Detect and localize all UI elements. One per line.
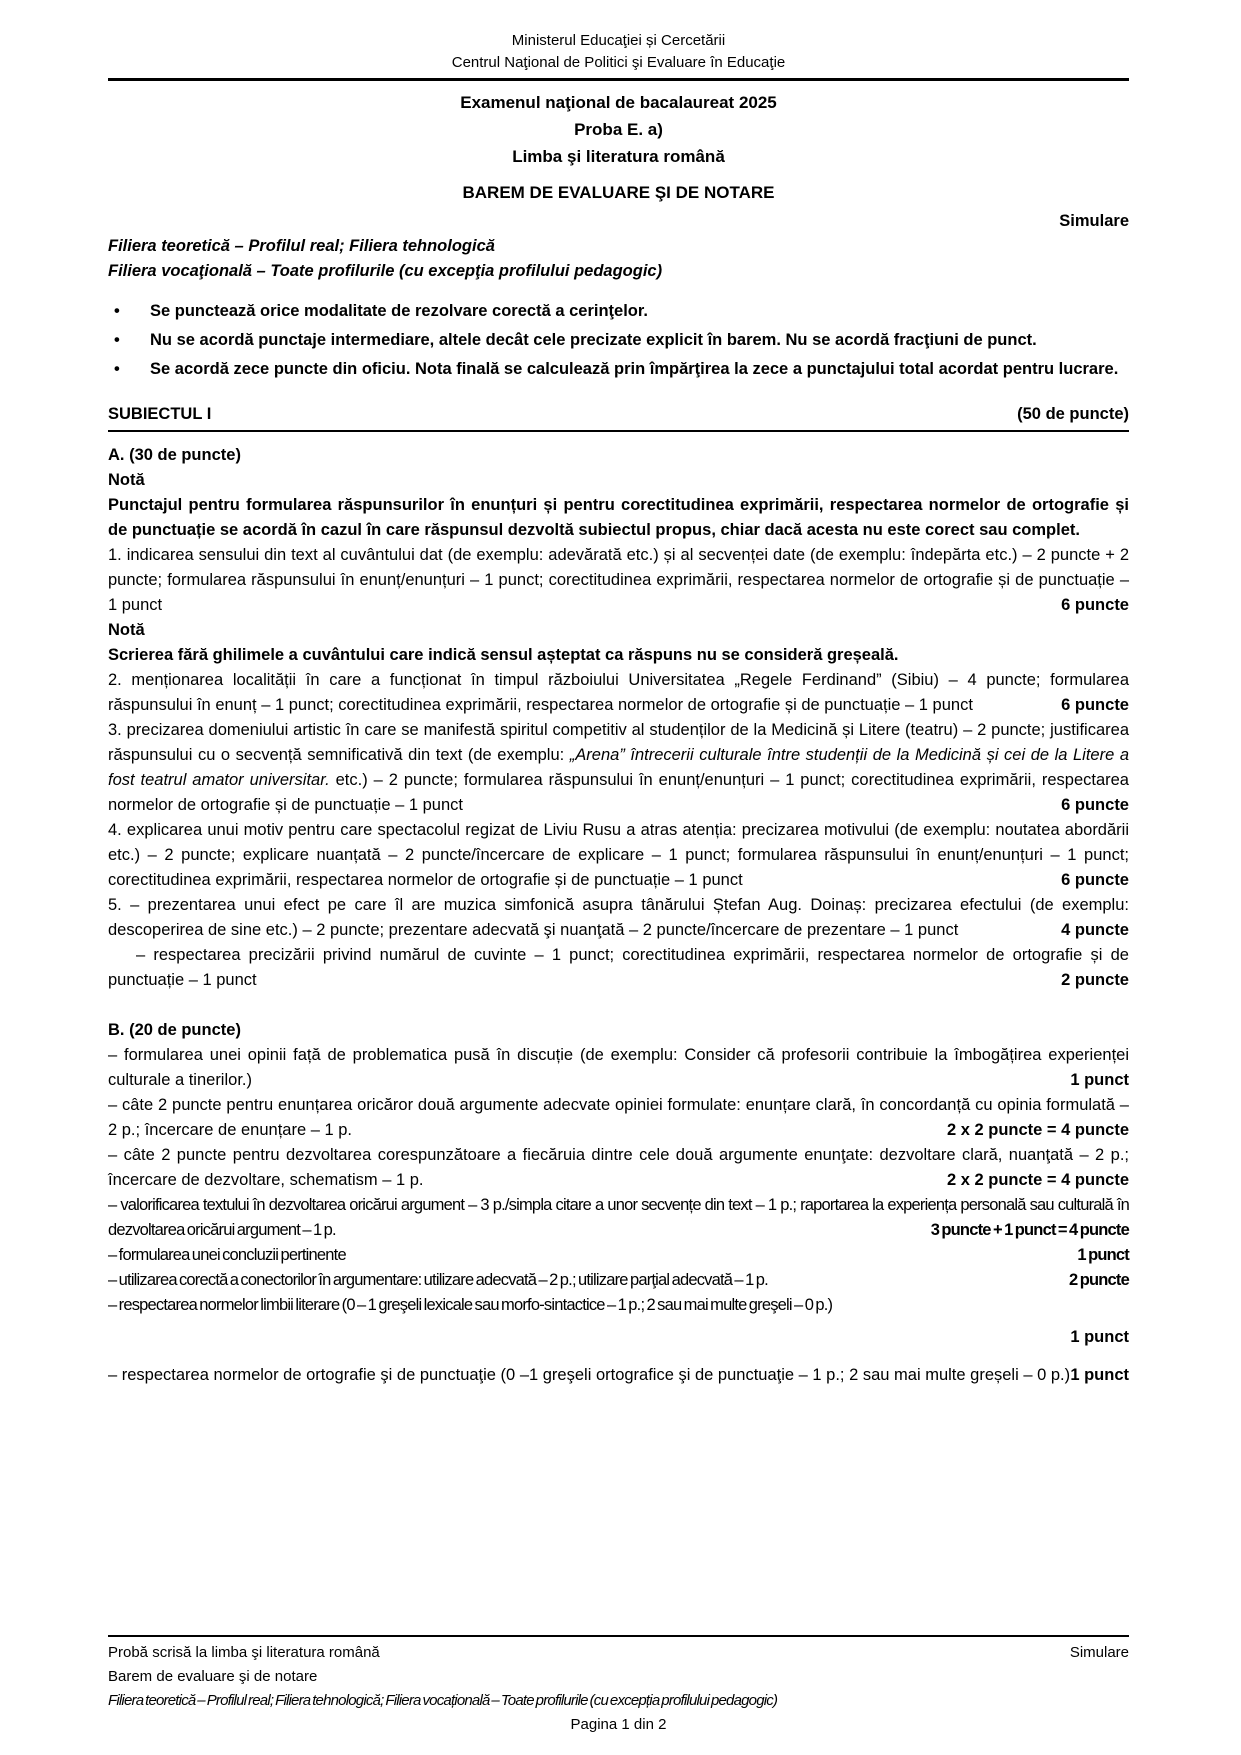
exam-title: Examenul naţional de bacalaureat 2025 <box>460 93 777 112</box>
item-text-quote: „Arena” întrecerii culturale între studenții de la Medicină și cei de la Litere a fost teatrul amator universitar. <box>108 746 1129 789</box>
sectionB-item-7 <box>108 1293 1129 1318</box>
item-text: – utilizarea corectă a conectorilor în argumentare: utilizare adecvată – 2 p.; utilizare parţial adecvată – 1 p. <box>108 1271 768 1289</box>
item-score: 1 punct <box>1077 1243 1129 1268</box>
doc-header <box>108 30 1129 284</box>
footer-filiera-line: Filiera teoretică – Profilul real; Filiera tehnologică; Filiera vocațională – Toate profilurile (cu excepția profilului pedagogic) <box>108 1692 778 1709</box>
item-text: 3. precizarea domeniului artistic în care se manifestă spiritul competitiv al studenților de la Medicină și Litere (teatru) – 2 puncte; justificarea răspunsului cu o secvență semnificativă din text (de exemplu: <box>108 721 1129 764</box>
sectionB-item-4 <box>108 1193 1129 1243</box>
filiera-line-1: Filiera teoretică – Profilul real; Filiera tehnologică <box>108 237 495 255</box>
item-score: 6 puncte <box>1061 793 1129 818</box>
item-text: – respectarea precizării privind numărul de cuvinte – 1 punct; corectitudinea exprimării, respectarea normelor de ortografie și de punctuație – 1 punct <box>108 946 1129 989</box>
footer-row-1 <box>108 1641 1129 1665</box>
item-score: 1 punct <box>1070 1068 1129 1093</box>
sectionB-item-3 <box>108 1143 1129 1193</box>
page-number: Pagina 1 din 2 <box>570 1716 667 1733</box>
item-score: 6 puncte <box>1061 693 1129 718</box>
filiera-line-2: Filiera vocaţională – Toate profilurile (cu excepţia profilului pedagogic) <box>108 262 663 280</box>
sectionB-item-7-score: 1 punct <box>1070 1328 1129 1346</box>
barem-title: BAREM DE EVALUARE ŞI DE NOTARE <box>462 183 775 202</box>
item-score: 2 x 2 puncte = 4 puncte <box>947 1118 1129 1143</box>
item-score: 3 puncte + 1 punct = 4 puncte <box>931 1218 1129 1243</box>
item-score: 1 punct <box>1070 1363 1129 1388</box>
subject1-title: SUBIECTUL I <box>108 405 212 423</box>
item-text: – câte 2 puncte pentru dezvoltarea corespunzătoare a fiecăruia dintre cele două argumente enunţate: dezvoltare clară, nuanţată – 2 p.; încercare de dezvoltare, schematism – 1 p. <box>108 1146 1129 1189</box>
item-score: 4 puncte <box>1061 918 1129 943</box>
item-score: 2 puncte <box>1033 968 1129 993</box>
sectionA-title: A. (30 de puncte) <box>108 446 241 464</box>
bullet-icon: • <box>114 331 120 349</box>
list-item <box>108 297 1129 326</box>
sectionA-item-2 <box>108 668 1129 718</box>
sectionA-note1-text: Punctajul pentru formularea răspunsurilor în enunțuri și pentru corectitudinea exprimării, respectarea normelor de ortografie și de punctuație se acordă în cazul în care răspunsul dezvoltă subiectul propus, chiar dacă acesta nu este corect sau complet. <box>108 496 1129 539</box>
item-text: 4. explicarea unui motiv pentru care spectacolul regizat de Liviu Rusu a atras atenția: precizarea motivului (de exemplu: noutatea abordării etc.) – 2 puncte; explicare nuanțată – 2 puncte/încercare de explicare – 1 punct; formularea răspunsului în enunț/enunțuri – 1 punct; corectitudinea exprimării, respectarea normelor de ortografie și de punctuație – 1 punct <box>108 821 1129 889</box>
rule-text: Nu se acordă punctaje intermediare, altele decât cele precizate explicit în barem. Nu se acordă fracţiuni de punct. <box>150 331 1037 349</box>
general-rules-list <box>108 297 1129 384</box>
item-text: – respectarea normelor limbii literare (0 – 1 greşeli lexicale sau morfo-sintactice – 1 p.; 2 sau mai multe greşeli – 0 p.) <box>108 1296 833 1314</box>
bullet-icon: • <box>114 302 120 320</box>
ministry-line-2: Centrul Naţional de Politici şi Evaluare în Educaţie <box>451 54 786 71</box>
item-score: 2 x 2 puncte = 4 puncte <box>947 1168 1129 1193</box>
proba-line: Proba E. a) <box>574 120 663 139</box>
item-score: 2 puncte <box>1069 1268 1129 1293</box>
session-label: Simulare <box>1059 212 1129 230</box>
subject1-header-row <box>108 402 1129 432</box>
sectionB-title: B. (20 de puncte) <box>108 1021 241 1039</box>
footer-proba-label: Probă scrisă la limba şi literatura română <box>108 1644 380 1661</box>
sectionA-item-3 <box>108 718 1129 818</box>
doc-footer <box>108 1635 1129 1737</box>
list-item <box>108 326 1129 355</box>
rule-text: Se punctează orice modalitate de rezolvare corectă a cerinţelor. <box>150 302 648 320</box>
subject1-points: (50 de puncte) <box>1017 405 1129 423</box>
sectionA-item-4 <box>108 818 1129 893</box>
item-text: 1. indicarea sensului din text al cuvântului dat (de exemplu: adevărată etc.) și al secvenței date (de exemplu: îndepărta etc.) – 2 puncte + 2 puncte; formularea răspunsului în enunț/enunțuri – 1 punct; corectitudinea exprimării, respectarea normelor de ortografie și de punctuație – 1 punct <box>108 546 1129 614</box>
sectionA-item-5b <box>108 943 1129 993</box>
item-text: 2. menționarea localității în care a funcționat în timpul războiului Universitatea „Regele Ferdinand” (Sibiu) – 4 puncte; formularea răspunsului în enunț – 1 punct; corectitudinea exprimării, respectarea normelor de ortografie și de punctuație – 1 punct <box>108 671 1129 714</box>
sectionA-note2-label: Notă <box>108 621 145 639</box>
discipline-line: Limba şi literatura română <box>512 147 725 166</box>
sectionA-note2-text: Scrierea fără ghilimele a cuvântului care indică sensul așteptat ca răspuns nu se consideră greșeală. <box>108 646 899 664</box>
item-text: – valorificarea textului în dezvoltarea oricărui argument – 3 p./simpla citare a unor secvențe din text – 1 p.; raportarea la experiența personală sau culturală în dezvoltarea oricărui argument – 1 p. <box>108 1196 1129 1239</box>
sectionB-item-8 <box>108 1363 1129 1388</box>
sectionA-note1-label: Notă <box>108 471 145 489</box>
item-text: 5. – prezentarea unui efect pe care îl are muzica simfonică asupra tânărului Ștefan Aug. Doinaș: precizarea efectului (de exemplu: descoperirea de sine etc.) – 2 puncte; prezentare adecvată şi nuanţată – 2 puncte/încercare de prezentare – 1 punct <box>108 896 1129 939</box>
sectionB-item-2 <box>108 1093 1129 1143</box>
item-text: – câte 2 puncte pentru enunțarea oricăror două argumente adecvate opiniei formulate: enunțare clară, în concordanță cu opinia formulată – 2 p.; încercare de enunțare – 1 p. <box>108 1096 1129 1139</box>
sectionB-item-1 <box>108 1043 1129 1093</box>
footer-barem-label: Barem de evaluare şi de notare <box>108 1668 318 1685</box>
item-text: etc.) – 2 puncte; formularea răspunsului în enunț/enunțuri – 1 punct; corectitudinea exprimării, respectarea normelor de ortografie și de punctuație – 1 punct <box>108 771 1129 814</box>
bullet-icon: • <box>114 360 120 378</box>
ministry-line-1: Ministerul Educaţiei și Cercetării <box>511 32 726 49</box>
item-text: – formularea unei concluzii pertinente <box>108 1246 346 1264</box>
list-item <box>108 355 1129 384</box>
header-divider <box>108 78 1129 81</box>
item-text: – formularea unei opinii față de problematica pusă în discuție (de exemplu: Consider că profesorii contribuie la îmbogățirea experienței culturale a tinerilor.) <box>108 1046 1129 1089</box>
rule-text: Se acordă zece puncte din oficiu. Nota finală se calculează prin împărţirea la zece a punctajului total acordat pentru lucrare. <box>150 360 1119 378</box>
sectionA-item-5 <box>108 893 1129 943</box>
sectionB-item-5 <box>108 1243 1129 1268</box>
sectionA-item-1 <box>108 543 1129 618</box>
sectionB-item-6 <box>108 1268 1129 1293</box>
item-score: 6 puncte <box>1061 868 1129 893</box>
item-score: 6 puncte <box>1061 593 1129 618</box>
footer-session-label: Simulare <box>1069 1644 1129 1661</box>
item-text: – respectarea normelor de ortografie şi de punctuaţie (0 –1 greşeli ortografice şi de punctuaţie – 1 p.; 2 sau mai multe greșeli – 0 p.) <box>108 1366 1071 1384</box>
